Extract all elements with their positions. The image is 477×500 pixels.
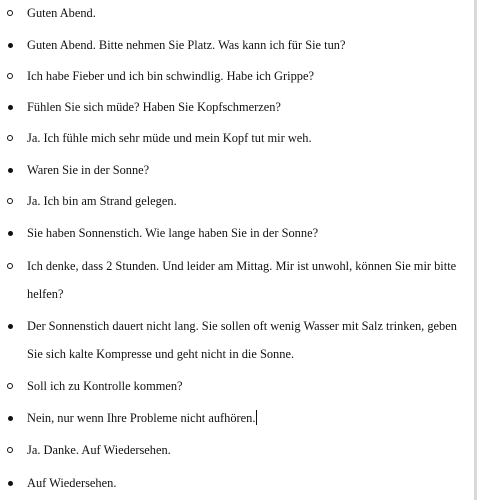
list-item-text[interactable]: Soll ich zu Kontrolle kommen? bbox=[27, 379, 183, 393]
filled-bullet-icon bbox=[6, 219, 14, 247]
hollow-bullet-icon bbox=[6, 124, 14, 152]
hollow-bullet-icon bbox=[6, 187, 14, 215]
hollow-bullet-icon bbox=[6, 436, 14, 464]
hollow-bullet-icon bbox=[6, 0, 14, 27]
filled-bullet-icon bbox=[6, 31, 14, 59]
hollow-bullet-icon bbox=[6, 252, 14, 280]
list-item-text[interactable]: Ja. Ich fühle mich sehr müde und mein Kopf tut mir weh. bbox=[27, 131, 312, 145]
list-item-text[interactable]: Fühlen Sie sich müde? Haben Sie Kopfschmerzen? bbox=[27, 100, 281, 114]
filled-bullet-icon bbox=[6, 404, 14, 432]
list-item-text[interactable]: Ja. Ich bin am Strand gelegen. bbox=[27, 194, 177, 208]
list-item-text[interactable]: Waren Sie in der Sonne? bbox=[27, 163, 150, 177]
list-item-text[interactable]: Sie haben Sonnenstich. Wie lange haben Sie in der Sonne? bbox=[27, 226, 319, 240]
list-item-text[interactable]: Der Sonnenstich dauert nicht lang. Sie sollen oft wenig Wasser mit Salz trinken, geben Sie sich kalte Kompresse und geht nicht in die Sonne. bbox=[27, 319, 457, 361]
hollow-bullet-icon bbox=[6, 62, 14, 90]
list-item-text[interactable]: Ja. Danke. Auf Wiedersehen. bbox=[27, 443, 171, 457]
list-item-text[interactable]: Auf Wiedersehen. bbox=[27, 476, 117, 490]
text-cursor bbox=[256, 410, 257, 425]
list-item-text[interactable]: Guten Abend. bbox=[27, 6, 96, 20]
filled-bullet-icon bbox=[6, 469, 14, 497]
filled-bullet-icon bbox=[6, 93, 14, 121]
list-item-text[interactable]: Ich denke, dass 2 Stunden. Und leider am Mittag. Mir ist unwohl, können Sie mir bitte helfen? bbox=[27, 259, 457, 301]
list-item-text[interactable]: Guten Abend. Bitte nehmen Sie Platz. Was kann ich für Sie tun? bbox=[27, 38, 346, 52]
filled-bullet-icon bbox=[6, 156, 14, 184]
filled-bullet-icon bbox=[6, 312, 14, 340]
list-item-text[interactable]: Ich habe Fieber und ich bin schwindlig. Habe ich Grippe? bbox=[27, 69, 314, 83]
hollow-bullet-icon bbox=[6, 372, 14, 400]
list-item-text[interactable]: Nein, nur wenn Ihre Probleme nicht aufhören. bbox=[27, 411, 256, 425]
